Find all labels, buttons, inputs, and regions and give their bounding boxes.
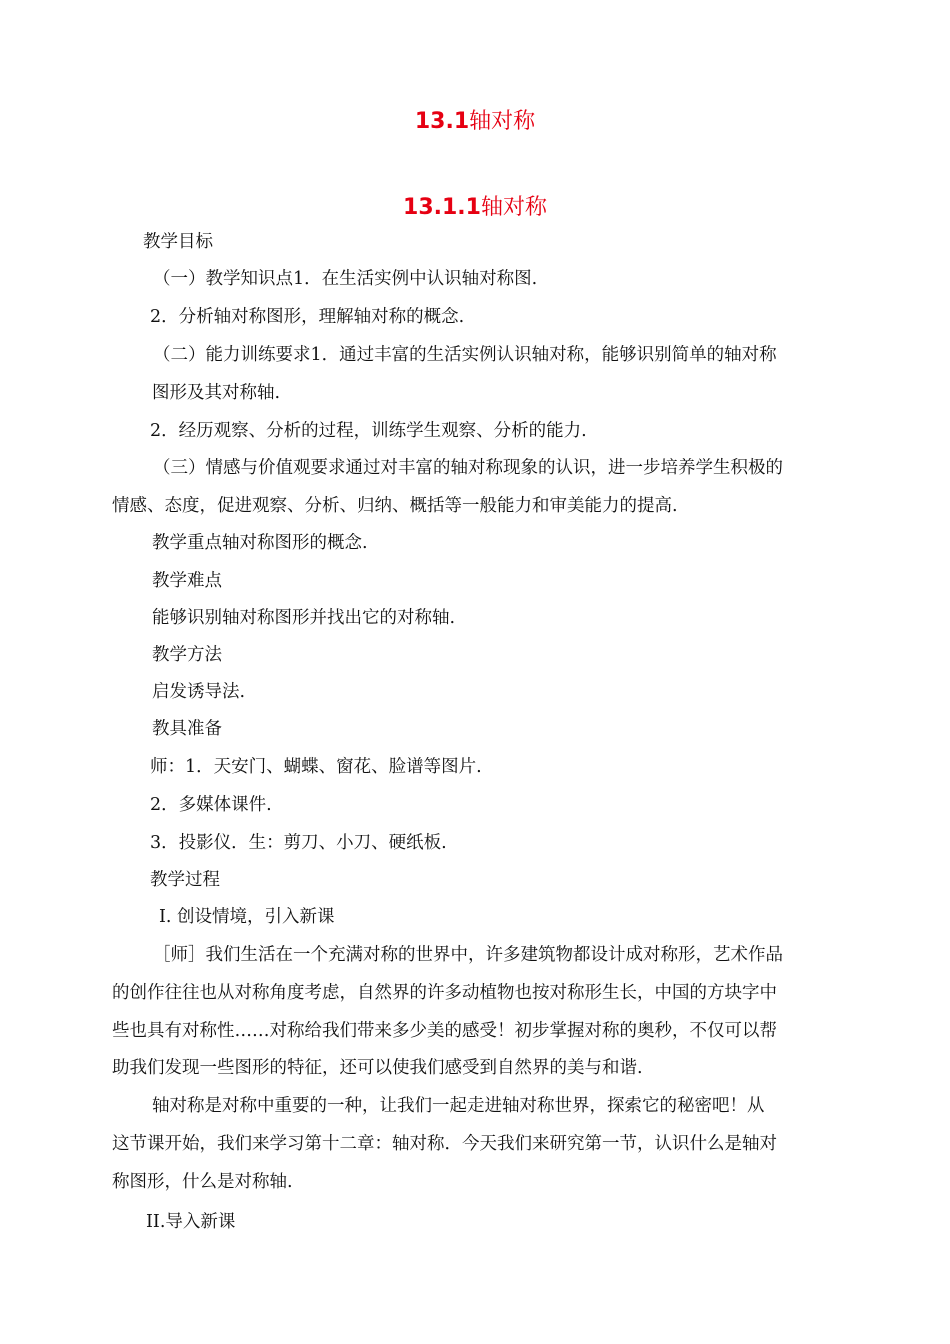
key-point: 教学重点轴对称图形的概念. <box>152 533 368 553</box>
para-1-line-4: 助我们发现一些图形的特征，还可以使我们感受到自然界的美与和谐. <box>112 1058 643 1078</box>
para-1-line-2: 的创作往往也从对称角度考虑，自然界的许多动植物也按对称形生长，中国的方块字中 <box>112 983 777 1003</box>
method-text: 启发诱导法. <box>152 682 246 702</box>
sub-title <box>0 190 950 221</box>
goals-heading: 教学目标 <box>143 232 213 252</box>
section-1-heading: I. 创设情境，引入新课 <box>159 907 335 927</box>
goal-1: （一）教学知识点1．在生活实例中认识轴对称图. <box>153 269 538 289</box>
tools-1: 师：1．天安门、蝴蝶、窗花、脸谱等图片. <box>150 757 482 777</box>
process-heading: 教学过程 <box>150 870 220 890</box>
section-2-heading: II.导入新课 <box>146 1212 236 1232</box>
main-title-number: 13.1 <box>414 109 470 134</box>
goal-3-line-2: 图形及其对称轴. <box>152 383 281 403</box>
para-1-line-1: ［师］我们生活在一个充满对称的世界中，许多建筑物都设计成对称形，艺术作品 <box>153 945 783 965</box>
para-1-line-3: 些也具有对称性……对称给我们带来多少美的感受！初步掌握对称的奥秒，不仅可以帮 <box>112 1021 777 1041</box>
tools-3: 3．投影仪．生：剪刀、小刀、硬纸板. <box>150 833 447 853</box>
para-2-line-3: 称图形，什么是对称轴. <box>112 1172 293 1192</box>
tools-heading: 教具准备 <box>152 719 222 739</box>
para-2-line-2: 这节课开始，我们来学习第十二章：轴对称．今天我们来研究第一节，认识什么是轴对 <box>112 1134 777 1154</box>
tools-2: 2．多媒体课件. <box>150 795 272 815</box>
goal-2: 2．分析轴对称图形，理解轴对称的概念. <box>150 307 465 327</box>
goal-4: 2．经历观察、分析的过程，训练学生观察、分析的能力. <box>150 421 587 441</box>
difficulty-heading: 教学难点 <box>152 571 222 591</box>
goal-5-line-2: 情感、态度，促进观察、分析、归纳、概括等一般能力和审美能力的提高. <box>112 496 678 516</box>
main-title-text: 轴对称 <box>469 109 536 134</box>
difficulty-text: 能够识别轴对称图形并找出它的对称轴. <box>152 608 456 628</box>
goal-3-line-1: （二）能力训练要求1．通过丰富的生活实例认识轴对称，能够识别简单的轴对称 <box>153 345 777 365</box>
goal-5-line-1: （三）情感与价值观要求通过对丰富的轴对称现象的认识，进一步培养学生积极的 <box>153 458 783 478</box>
sub-title-text: 轴对称 <box>480 195 547 220</box>
para-2-line-1: 轴对称是对称中重要的一种，让我们一起走进轴对称世界，探索它的秘密吧！从 <box>152 1096 765 1116</box>
main-title <box>0 104 950 135</box>
method-heading: 教学方法 <box>152 645 222 665</box>
sub-title-number: 13.1.1 <box>403 195 481 220</box>
